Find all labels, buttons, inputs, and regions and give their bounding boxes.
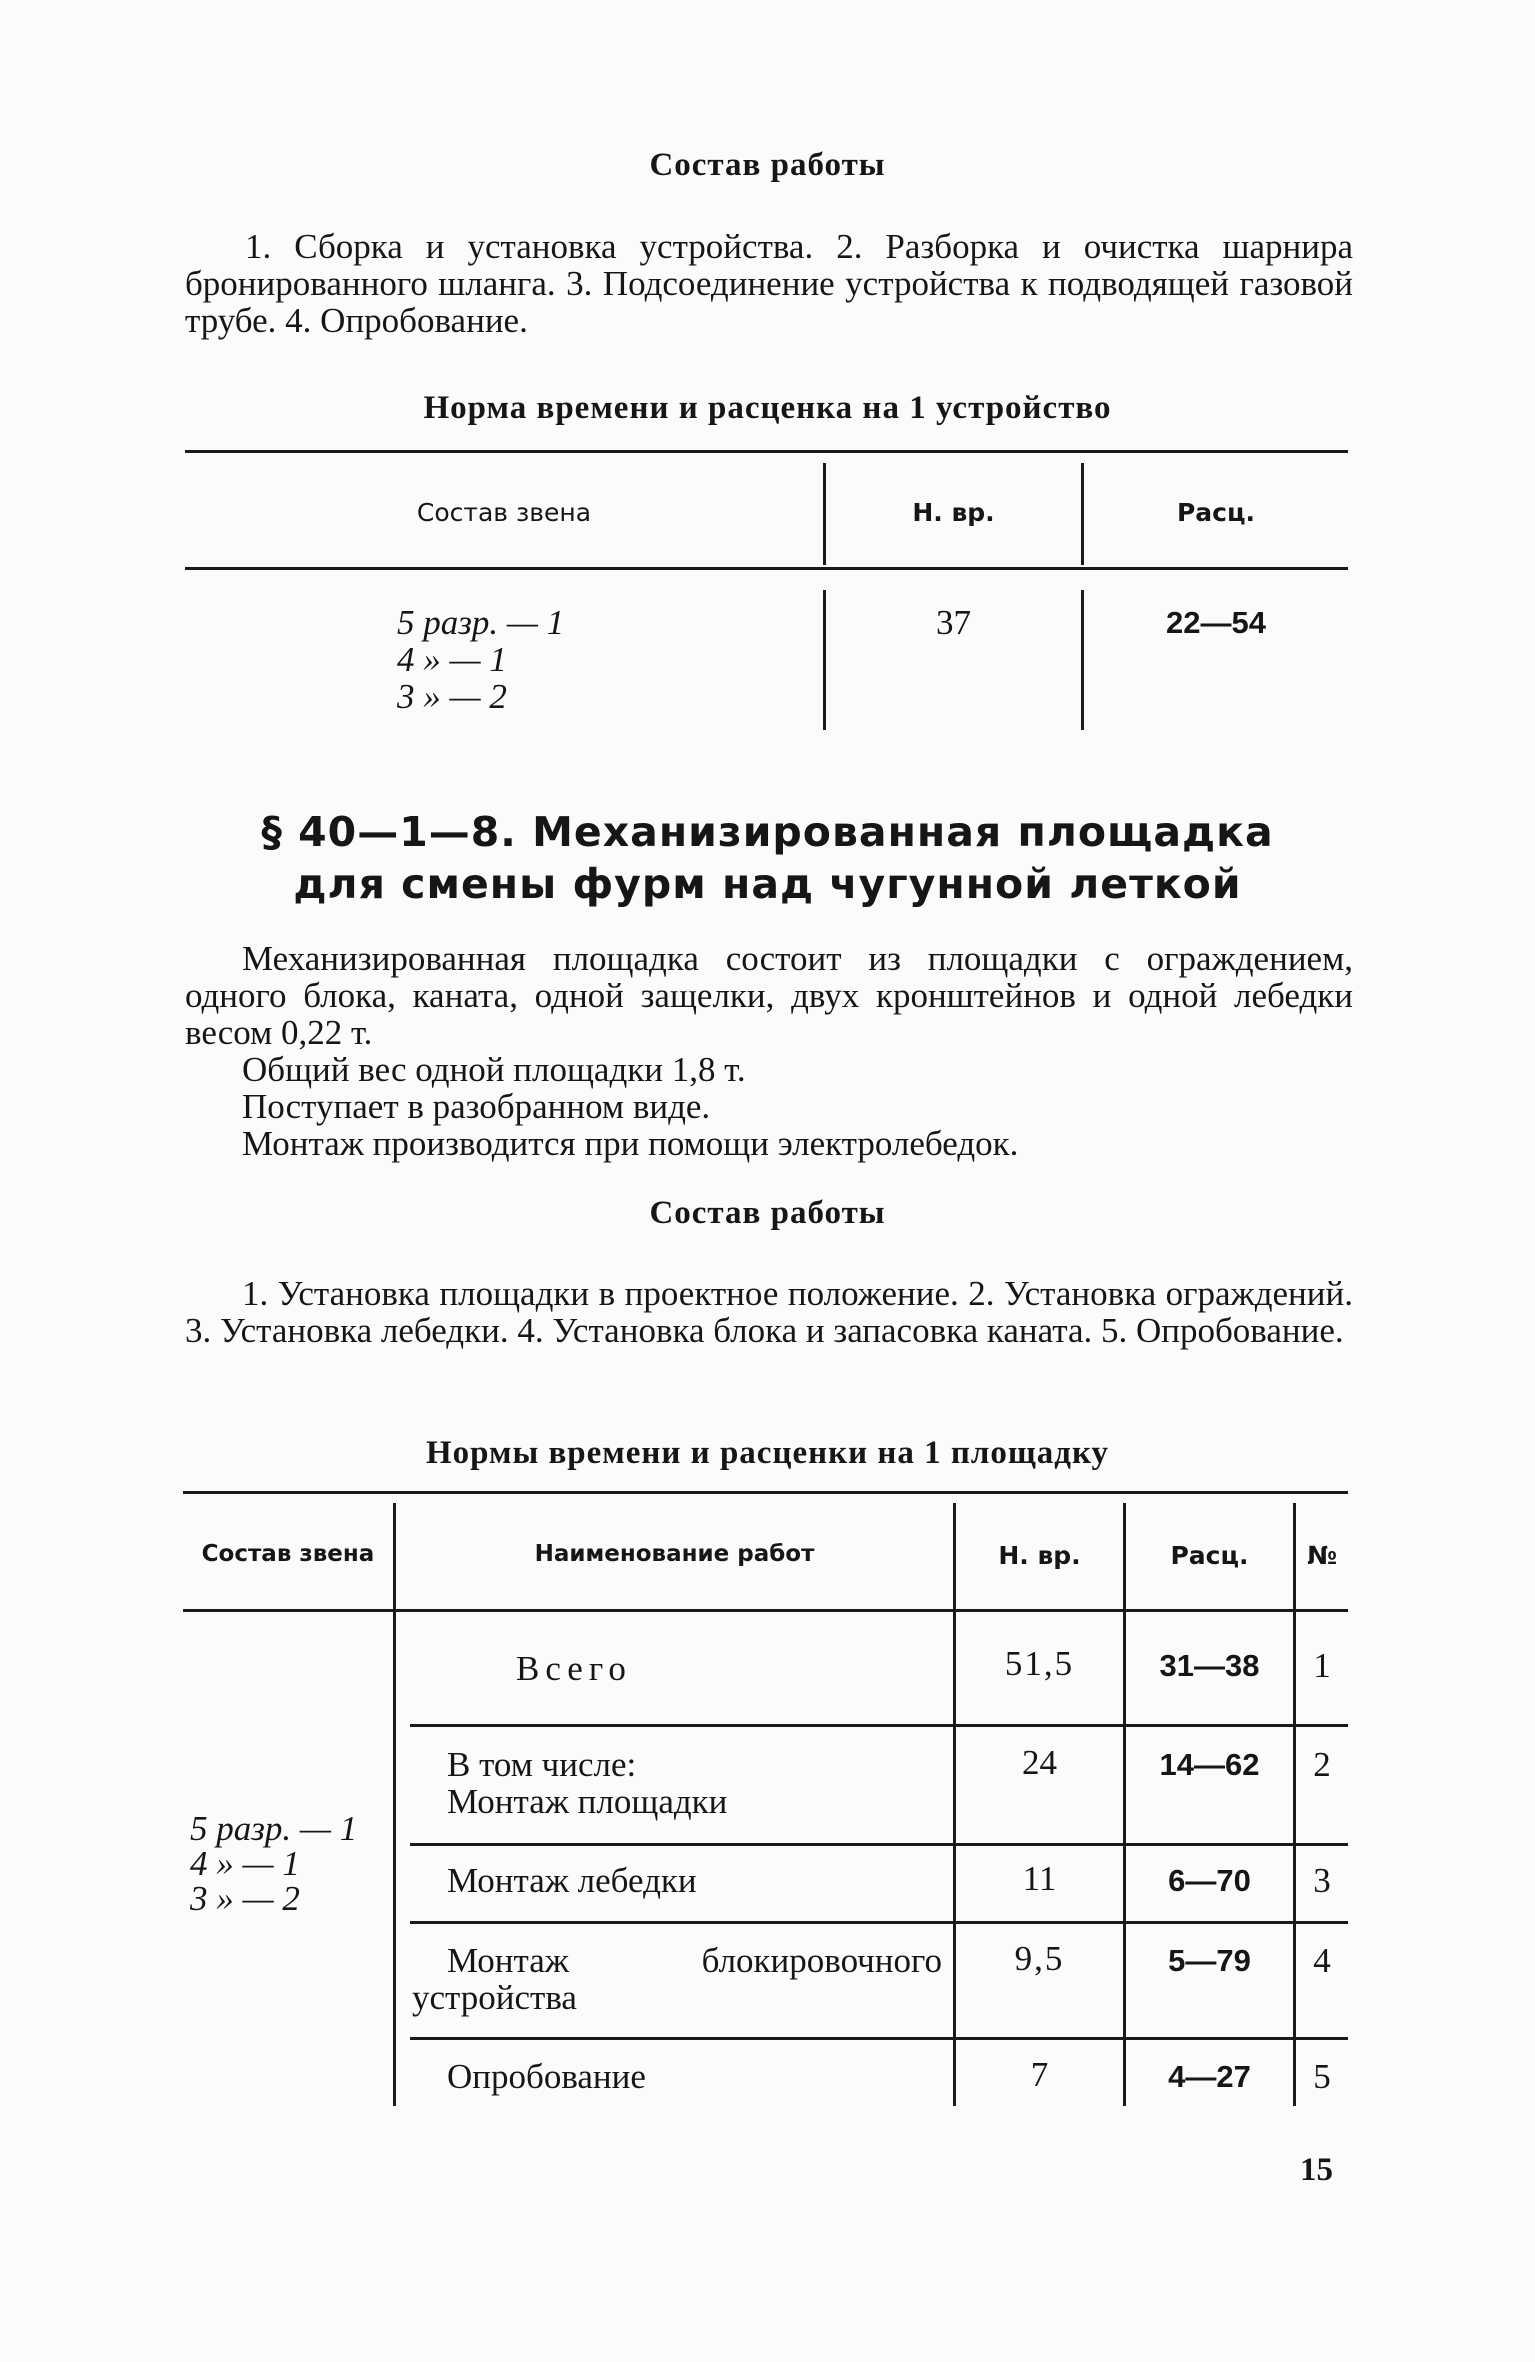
table2-row3-name: Монтаж лебедки [447, 1861, 697, 1900]
work-composition-heading-1: Состав работы [649, 147, 886, 183]
section-title-line-2: для смены фурм над чугунной леткой [293, 860, 1242, 908]
work-composition-text-2: 1. Установка площадки в проектное положение. 2. Установка ограждений. 3. Установка лебедки. 4. Установка блока и запасовка каната. 5. Опробование. [185, 1274, 1353, 1350]
table2-crew-line-2: 4 » — 1 [190, 1844, 300, 1883]
table2-row3-number: 3 [1313, 1861, 1331, 1900]
table1-header-crew: Состав звена [416, 498, 592, 527]
table1-crew-line-3: 3 » — 2 [397, 677, 507, 716]
table2-row5-name: Опробование [447, 2057, 646, 2096]
table1-header-rate: Расц. [1176, 498, 1256, 527]
table2-header-number: № [1306, 1541, 1338, 1570]
table1-crew-line-1: 5 разр. — 1 [397, 603, 565, 642]
description-para-1: Механизированная площадка состоит из площадки с ограждением, одного блока, каната, одной защелки, двух кронштейнов и одной лебедки весом 0,22 т. [185, 939, 1353, 1052]
table2-row2-rate: 14—62 [1159, 1747, 1260, 1782]
table1-header-time: Н. вр. [912, 498, 995, 527]
table2-header-rule [183, 1609, 1348, 1612]
table2-row5-number: 5 [1313, 2057, 1331, 2096]
table2-row2-name: В том числе: Монтаж площадки [447, 1745, 728, 1821]
table2-row-rule-4 [410, 2037, 1348, 2040]
table2-top-rule [183, 1491, 1348, 1494]
table1-time-value: 37 [936, 603, 971, 642]
table1-rate-value: 22—54 [1166, 605, 1266, 640]
table2-row1-name: Всего [516, 1649, 632, 1688]
table2-row2-number: 2 [1313, 1745, 1331, 1784]
table1-crew-line-2: 4 » — 1 [397, 640, 507, 679]
table2-row2-time: 24 [1022, 1743, 1057, 1782]
table2-row1-rate: 31—38 [1159, 1648, 1260, 1683]
norm-table-title-2: Нормы времени и расценки на 1 площадку [425, 1435, 1110, 1471]
table2-row3-time: 11 [1022, 1859, 1057, 1898]
table2-row4-number: 4 [1313, 1941, 1331, 1980]
description-para-3: Поступает в разобранном виде. [242, 1087, 711, 1126]
norm-table-title-1: Норма времени и расценка на 1 устройство [423, 390, 1112, 426]
section-title-line-1: § 40—1—8. Механизированная площадка [261, 808, 1274, 856]
table2-col-divider-4 [1293, 1503, 1296, 2106]
table2-row5-rate: 4—27 [1168, 2059, 1251, 2094]
table2-row4-name: Монтаж блокировочного устройства [412, 1941, 942, 2017]
table2-header-work-name: Наименование работ [534, 1541, 815, 1567]
table2-row4-time: 9,5 [1014, 1939, 1065, 1978]
table2-row1-number: 1 [1313, 1646, 1331, 1685]
table2-row-rule-3 [410, 1921, 1348, 1924]
table2-row3-rate: 6—70 [1168, 1863, 1251, 1898]
table2-row5-time: 7 [1030, 2055, 1049, 2094]
table2-row-rule-2 [410, 1843, 1348, 1846]
table2-header-crew: Состав звена [201, 1541, 375, 1567]
work-composition-heading-2: Состав работы [649, 1195, 886, 1231]
page-number: 15 [1300, 2152, 1333, 2188]
table2-crew-line-3: 3 » — 2 [190, 1879, 300, 1918]
table2-crew-line-1: 5 разр. — 1 [190, 1809, 358, 1848]
description-para-2: Общий вес одной площадки 1,8 т. [242, 1050, 746, 1089]
description-para-4: Монтаж производится при помощи электролебедок. [242, 1124, 1019, 1163]
table2-header-rate: Расц. [1170, 1541, 1249, 1570]
table2-row-rule-1 [410, 1724, 1348, 1727]
work-composition-text-1: 1. Сборка и установка устройства. 2. Разборка и очистка шарнира бронированного шланга. 3. Подсоединение устройства к подводящей газовой трубе. 4. Опробование. [185, 227, 1353, 340]
table2-header-time: Н. вр. [998, 1541, 1081, 1570]
table2-col-divider-2 [953, 1503, 956, 2106]
table2-row1-time: 51,5 [1004, 1644, 1075, 1683]
table2-row4-rate: 5—79 [1168, 1943, 1251, 1978]
table1-header-rule [185, 567, 1348, 570]
table1-top-rule [185, 450, 1348, 453]
table2-col-divider-3 [1123, 1503, 1126, 2106]
table2-col-divider-1 [393, 1503, 396, 2106]
